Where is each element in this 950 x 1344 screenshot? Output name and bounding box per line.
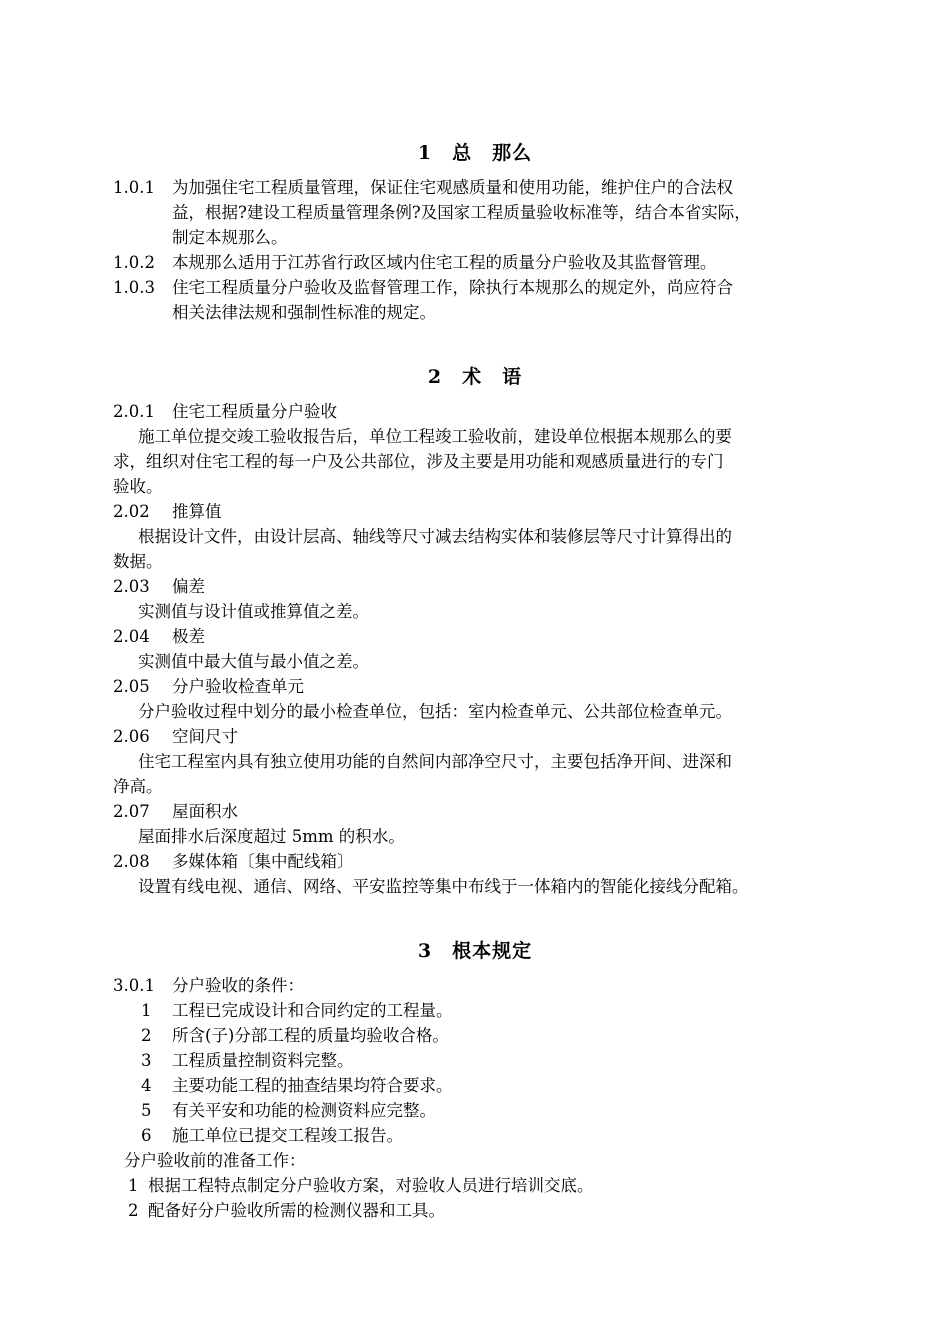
term-number: 2.04 [113, 627, 150, 646]
section-2-heading: 2 术 语 [427, 366, 523, 388]
condition-text: 所含(子)分部工程的质量均验收合格。 [172, 1026, 449, 1045]
condition-text: 主要功能工程的抽查结果均符合要求。 [172, 1076, 453, 1095]
clause-text-line: 制定本规那么。 [172, 228, 288, 247]
term-number: 2.06 [113, 727, 150, 746]
clause-number: 1.0.3 [113, 278, 155, 297]
term-description-line: 数据。 [113, 552, 163, 571]
term-title: 极差 [172, 627, 205, 646]
clause-number: 1.0.2 [113, 253, 155, 272]
clause-title: 分户验收的条件： [172, 976, 304, 995]
term-description-line: 求，组织对住宅工程的每一户及公共部位，涉及主要是用功能和观感质量进行的专门 [113, 452, 724, 471]
clause-text-line: 本规那么适用于江苏省行政区域内住宅工程的质量分户验收及其监督管理。 [172, 253, 717, 272]
prep-text: 根据工程特点制定分户验收方案，对验收人员进行培训交底。 [148, 1176, 594, 1195]
term-description-line: 验收。 [113, 477, 163, 496]
condition-number: 3 [141, 1051, 152, 1070]
term-description-line: 屋面排水后深度超过 5mm 的积水。 [138, 827, 405, 846]
term-number: 2.02 [113, 502, 150, 521]
term-number: 2.03 [113, 577, 150, 596]
clause-number: 3.0.1 [113, 976, 155, 995]
condition-text: 施工单位已提交工程竣工报告。 [172, 1126, 403, 1145]
term-title: 偏差 [172, 577, 205, 596]
condition-number: 2 [141, 1026, 152, 1045]
condition-number: 4 [141, 1076, 152, 1095]
clause-text-line: 住宅工程质量分户验收及监督管理工作，除执行本规那么的规定外，尚应符合 [172, 278, 733, 297]
term-number: 2.0.1 [113, 402, 155, 421]
term-description-line: 实测值中最大值与最小值之差。 [138, 652, 369, 671]
condition-text: 有关平安和功能的检测资料应完整。 [172, 1101, 436, 1120]
term-description-line: 设置有线电视、通信、网络、平安监控等集中布线于一体箱内的智能化接线分配箱。 [138, 877, 749, 896]
term-title: 多媒体箱〔集中配线箱〕 [172, 852, 354, 871]
condition-number: 1 [141, 1001, 152, 1020]
section-3-heading: 3 根本规定 [417, 940, 533, 962]
term-description-line: 实测值与设计值或推算值之差。 [138, 602, 369, 621]
prep-number: 1 [128, 1176, 139, 1195]
section-1-heading: 1 总 那么 [417, 142, 533, 164]
term-description-line: 分户验收过程中划分的最小检查单位，包括：室内检查单元、公共部位检查单元。 [138, 702, 732, 721]
term-title: 空间尺寸 [172, 727, 238, 746]
clause-number: 1.0.1 [113, 178, 155, 197]
term-description-line: 净高。 [113, 777, 163, 796]
term-number: 2.08 [113, 852, 150, 871]
condition-number: 5 [141, 1101, 152, 1120]
term-title: 分户验收检查单元 [172, 677, 304, 696]
condition-number: 6 [141, 1126, 152, 1145]
term-title: 住宅工程质量分户验收 [172, 402, 337, 421]
prep-title: 分户验收前的准备工作： [124, 1151, 306, 1170]
prep-text: 配备好分户验收所需的检测仪器和工具。 [148, 1201, 445, 1220]
condition-text: 工程质量控制资料完整。 [172, 1051, 354, 1070]
term-description-line: 根据设计文件，由设计层高、轴线等尺寸减去结构实体和装修层等尺寸计算得出的 [138, 527, 732, 546]
term-description-line: 施工单位提交竣工验收报告后，单位工程竣工验收前，建设单位根据本规那么的要 [138, 427, 732, 446]
prep-number: 2 [128, 1201, 139, 1220]
term-title: 推算值 [172, 502, 222, 521]
term-number: 2.07 [113, 802, 150, 821]
term-title: 屋面积水 [172, 802, 238, 821]
clause-text-line: 为加强住宅工程质量管理，保证住宅观感质量和使用功能，维护住户的合法权 [172, 178, 733, 197]
term-description-line: 住宅工程室内具有独立使用功能的自然间内部净空尺寸，主要包括净开间、进深和 [138, 752, 732, 771]
clause-text-line: 相关法律法规和强制性标准的规定。 [172, 303, 436, 322]
term-number: 2.05 [113, 677, 150, 696]
clause-text-line: 益，根据?建设工程质量管理条例?及国家工程质量验收标准等，结合本省实际， [172, 203, 751, 222]
condition-text: 工程已完成设计和合同约定的工程量。 [172, 1001, 453, 1020]
